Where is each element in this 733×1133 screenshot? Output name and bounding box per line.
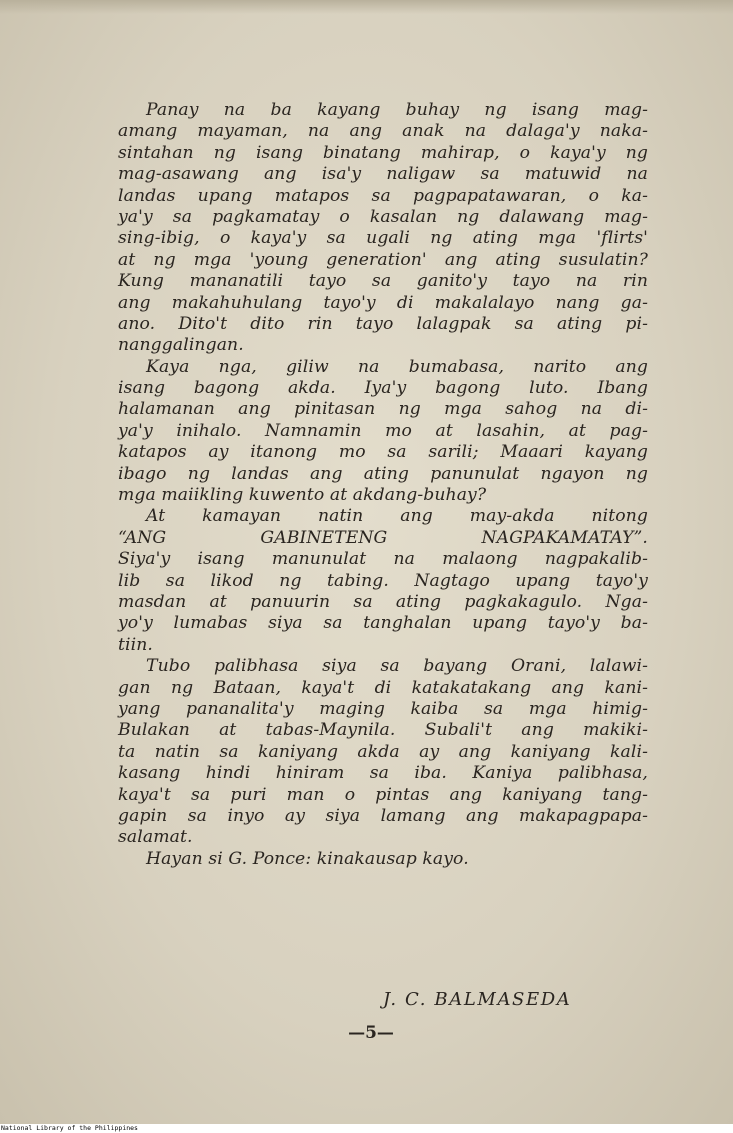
text-line: tiin. xyxy=(118,634,153,655)
library-credit: National Library of the Philippines xyxy=(1,1124,138,1132)
text-line: katapos ay itanong mo sa sarili; Maaari kayang xyxy=(118,442,648,463)
text-line: sing-ibig, o kaya'y sa ugali ng ating mga 'flirts' xyxy=(118,228,648,249)
text-line: ya'y inihalo. Namnamin mo at lasahin, at pag- xyxy=(118,420,648,441)
page-number: —5— xyxy=(348,1023,394,1043)
text-line: nanggalingan. xyxy=(118,335,244,356)
text-line: “ANG GABINETENG NAGPAKAMATAY”. xyxy=(118,527,648,548)
text-line: kasang hindi hiniram sa iba. Kaniya palibhasa, xyxy=(118,763,648,784)
text-line: at ng mga 'young generation' ang ating susulatin? xyxy=(118,249,648,270)
text-line: yang pananalita'y maging kaiba sa mga himig- xyxy=(118,698,648,719)
text-line: Hayan si G. Ponce: kinakausap kayo. xyxy=(146,848,469,869)
text-line: mag-asawang ang isa'y naligaw sa matuwid na xyxy=(118,164,648,185)
page-top-edge xyxy=(0,0,733,14)
body-text xyxy=(118,100,648,870)
text-line: gapin sa inyo ay siya lamang ang makapagpapa- xyxy=(118,805,648,826)
text-line: Kaya nga, giliw na bumabasa, narito ang xyxy=(146,356,648,377)
text-line: Siya'y isang manunulat na malaong nagpakalib- xyxy=(118,549,648,570)
text-line: ano. Dito't dito rin tayo lalagpak sa ating pi- xyxy=(118,313,648,334)
text-line: mga maiikling kuwento at akdang-buhay? xyxy=(118,485,487,506)
text-line: ta natin sa kaniyang akda ay ang kaniyang kali- xyxy=(118,741,648,762)
text-line: ang makahuhulang tayo'y di makalalayo nang ga- xyxy=(118,292,648,313)
text-line: ibago ng landas ang ating panunulat ngayon ng xyxy=(118,463,648,484)
text-line: Bulakan at tabas-Maynila. Subali't ang makiki- xyxy=(118,720,648,741)
text-line: gan ng Bataan, kaya't di katakatakang ang kani- xyxy=(118,677,648,698)
text-line: ya'y sa pagkamatay o kasalan ng dalawang mag- xyxy=(118,206,648,227)
text-line: lib sa likod ng tabing. Nagtago upang tayo'y xyxy=(118,570,648,591)
text-line: Tubo palibhasa siya sa bayang Orani, lalawi- xyxy=(146,656,648,677)
text-line: Panay na ba kayang buhay ng isang mag- xyxy=(146,100,648,120)
author-signature: J. C. BALMASEDA xyxy=(383,989,572,1010)
text-line: kaya't sa puri man o pintas ang kaniyang tang- xyxy=(118,784,648,805)
text-line: At kamayan natin ang may-akda nitong xyxy=(146,506,648,527)
text-line: landas upang matapos sa pagpapatawaran, o ka- xyxy=(118,185,648,206)
text-line: masdan at panuurin sa ating pagkakagulo. Nga- xyxy=(118,591,648,612)
text-line: salamat. xyxy=(118,827,193,848)
text-line: sintahan ng isang binatang mahirap, o kaya'y ng xyxy=(118,142,648,163)
text-line: isang bagong akda. Iya'y bagong luto. Ibang xyxy=(118,378,648,399)
text-line: Kung mananatili tayo sa ganito'y tayo na rin xyxy=(118,271,648,292)
text-line: yo'y lumabas siya sa tanghalan upang tayo'y ba- xyxy=(118,613,648,634)
footer-strip xyxy=(0,1124,733,1133)
text-line: halamanan ang pinitasan ng mga sahog na di- xyxy=(118,399,648,420)
text-line: amang mayaman, na ang anak na dalaga'y naka- xyxy=(118,121,648,142)
